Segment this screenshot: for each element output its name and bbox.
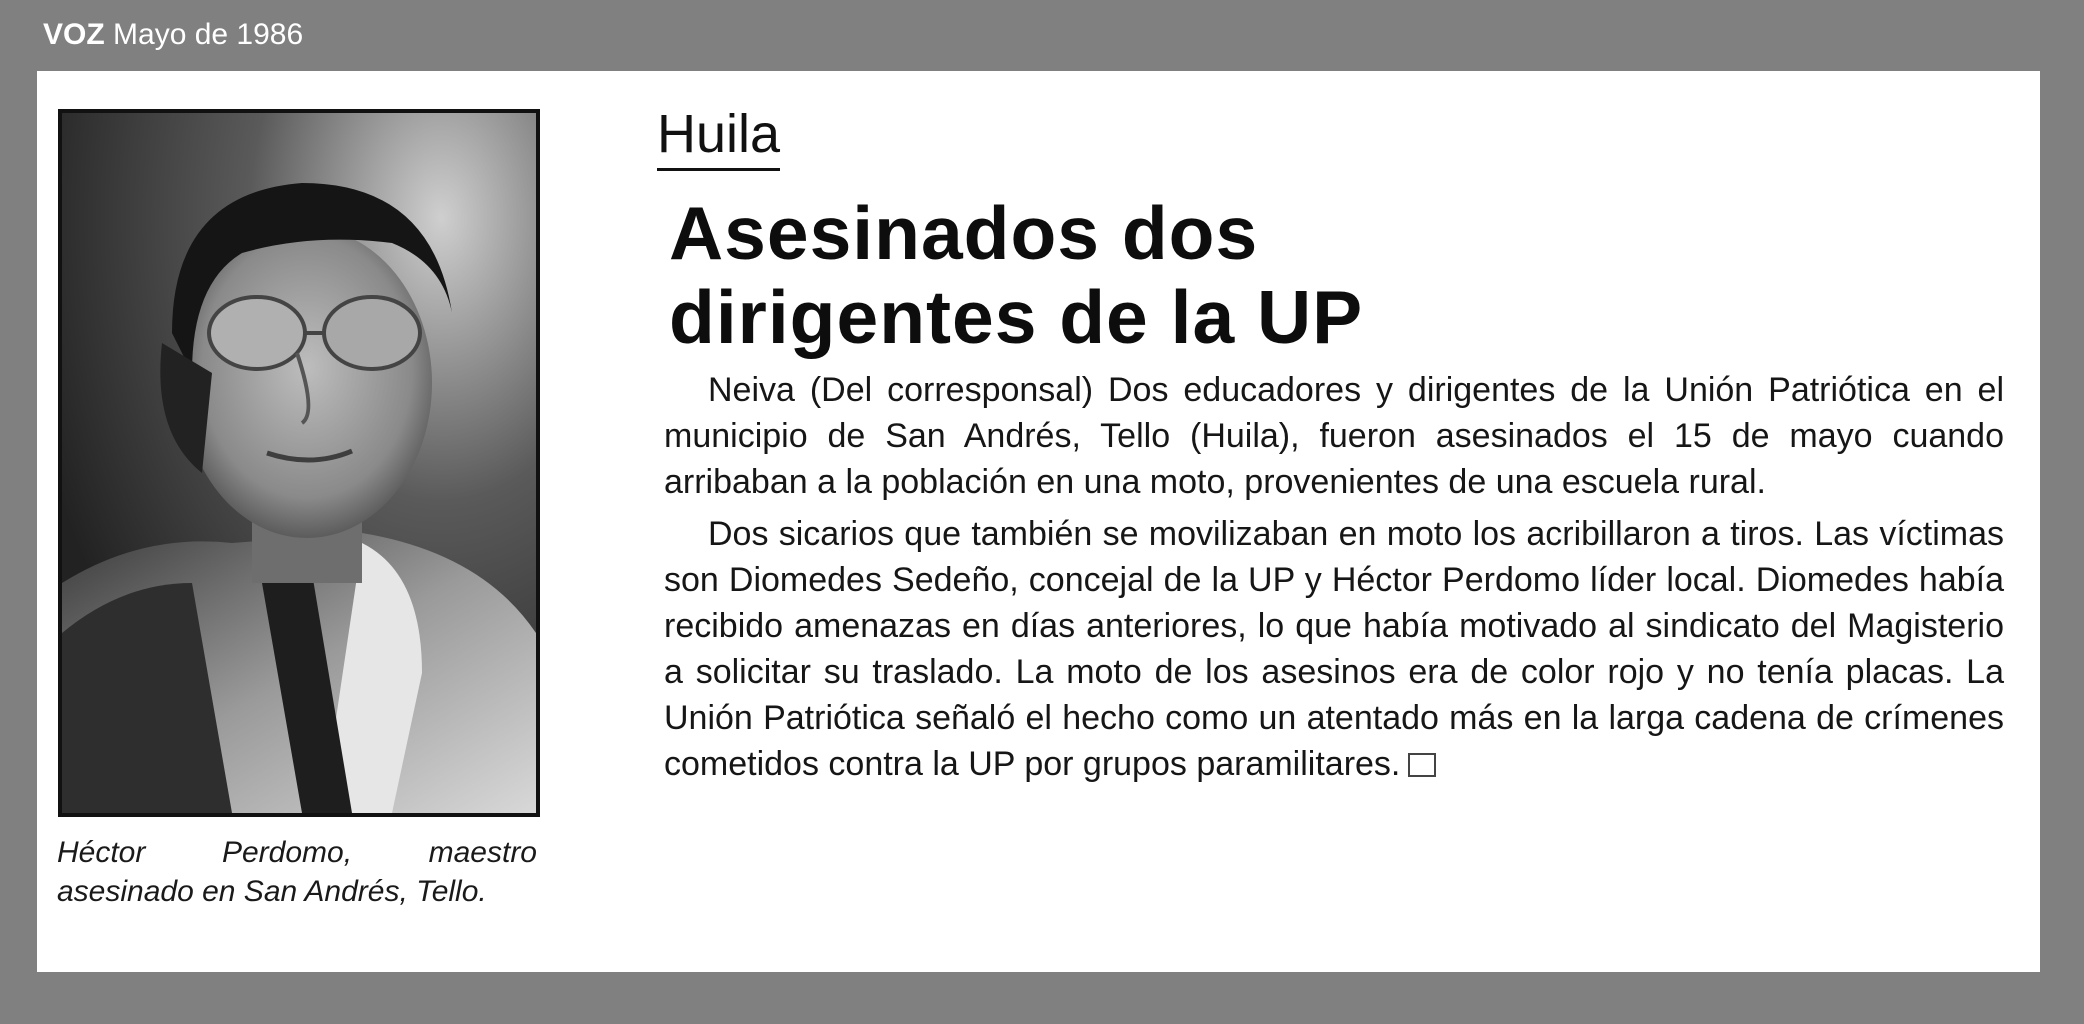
article-paragraph-1: Neiva (Del corresponsal) Dos educadores y dirigentes de la Unión Patriótica en el municipio de San Andrés, Tello (Huila), fueron asesinados el 15 de mayo cuando arribaban a la población en una moto, provenientes de una escuela rural. xyxy=(664,371,2004,501)
article-paragraph-2 xyxy=(664,511,2004,787)
source-line xyxy=(43,18,303,52)
portrait-photo-icon xyxy=(62,113,536,813)
publication-name: VOZ xyxy=(43,18,105,51)
section-label: Huila xyxy=(657,105,780,171)
article-body xyxy=(664,367,2004,793)
photo-caption: Héctor Perdomo, maestro asesinado en San Andrés, Tello. xyxy=(57,836,537,908)
article-paragraph-2-text: Dos sicarios que también se movilizaban en moto los acribillaron a tiros. Las víctimas son Diomedes Sedeño, concejal de la UP y Héctor Perdomo líder local. Diomedes había recibido amenazas en días anteriores, lo que había motivado al sindicato del Magisterio a solicitar su traslado. La moto de los asesinos era de color rojo y no tenía placas. La Unión Patriótica señaló el hecho como un atentado más en la larga cadena de crímenes cometidos contra la UP por grupos paramilitares. xyxy=(664,515,2004,783)
headline-line-1: Asesinados dos xyxy=(669,191,1259,275)
publication-date: Mayo de 1986 xyxy=(113,18,304,51)
end-of-article-icon xyxy=(1408,753,1436,777)
newspaper-clipping xyxy=(37,71,2040,972)
headline xyxy=(669,191,1669,359)
portrait-photo xyxy=(58,109,540,817)
headline-line-2: dirigentes de la UP xyxy=(669,275,1364,359)
